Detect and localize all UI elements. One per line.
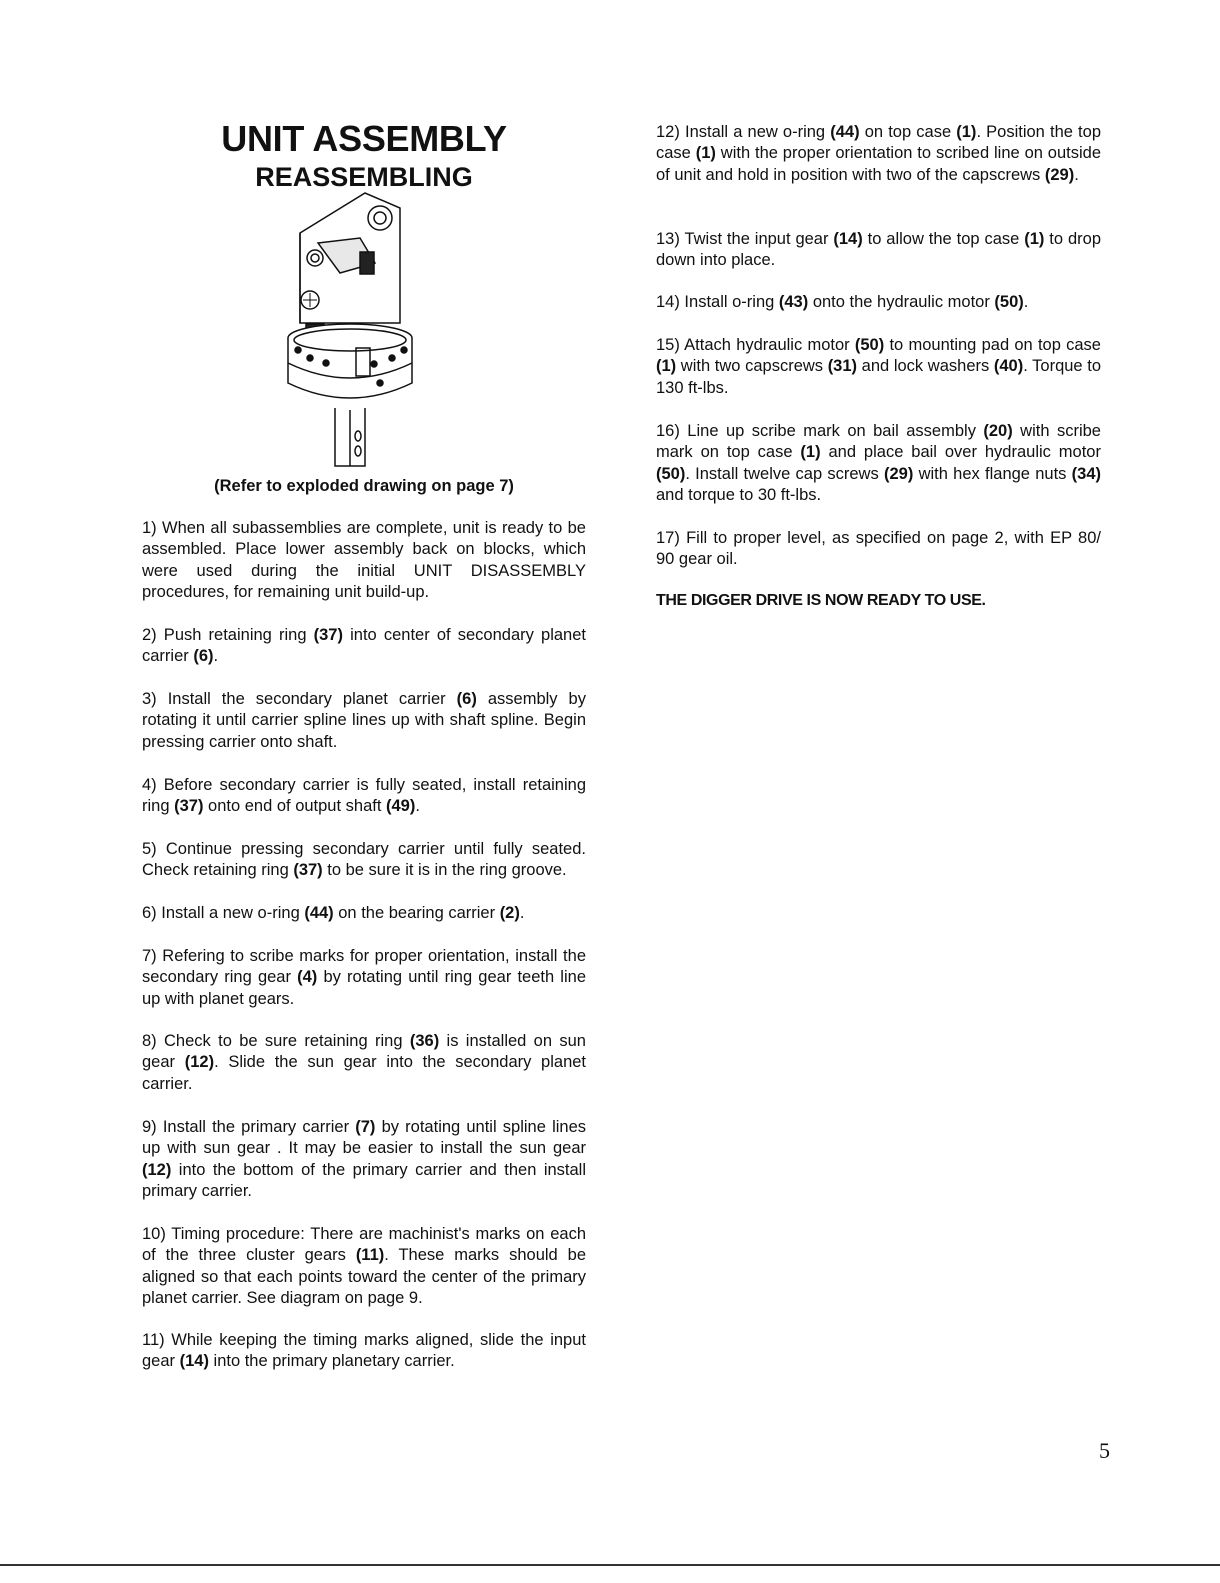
step-text: into the primary planetary carrier. [208, 1352, 455, 1371]
step-text: . [213, 647, 219, 666]
step-text: on top case [859, 123, 957, 141]
part-reference: (29) [883, 464, 914, 483]
part-reference: (37) [293, 861, 323, 880]
part-reference: (6) [456, 690, 477, 708]
step-14 [656, 292, 1101, 313]
part-reference: (1) [656, 357, 677, 376]
step-12 [656, 122, 1101, 186]
part-reference: (1) [1024, 230, 1045, 248]
step-9 [142, 1117, 586, 1203]
step-2 [142, 625, 586, 668]
step-text: 4) Before secondary carrier is fully seated, install retaining ring [142, 776, 586, 816]
final-note: THE DIGGER DRIVE IS NOW READY TO USE. [656, 592, 986, 609]
part-reference: (44) [830, 123, 860, 141]
part-reference: (37) [313, 626, 343, 644]
step-17 [656, 528, 1101, 571]
part-reference: (49) [386, 797, 416, 816]
step-text: 8) Check to be sure retaining ring [142, 1032, 410, 1050]
step-8 [142, 1031, 586, 1095]
step-text: . [415, 797, 420, 816]
step-7 [142, 946, 586, 1010]
step-13 [656, 229, 1101, 272]
part-reference: (1) [956, 123, 977, 141]
step-text: . Install twelve cap screws [685, 464, 884, 483]
part-reference: (7) [355, 1118, 376, 1136]
step-11 [142, 1330, 586, 1373]
step-text: with two capscrews [676, 357, 828, 376]
step-text: 11) While keeping the timing marks aligned, slide the input gear [142, 1331, 586, 1371]
part-reference: (1) [800, 443, 821, 462]
part-reference: (50) [994, 293, 1024, 311]
step-text: onto end of output shaft [203, 797, 387, 816]
step-5 [142, 839, 586, 882]
part-reference: (34) [1071, 464, 1101, 483]
part-reference: (11) [355, 1246, 385, 1265]
part-reference: (40) [993, 357, 1024, 376]
step-text: by rotating until ring gear teeth line up with planet gears. [142, 968, 586, 1008]
page-title: UNIT ASSEMBLY [221, 118, 507, 159]
step-text: 13) Twist the input gear [656, 230, 834, 248]
step-text: assembly by rotating it until carrier spline lines up with shaft spline. Begin pressing carrier onto shaft. [142, 690, 586, 751]
part-reference: (50) [854, 336, 885, 354]
step-text: . Position the top case [656, 123, 1101, 163]
digger-drive-illustration [270, 188, 430, 473]
step-text: onto the hydraulic motor [808, 293, 995, 311]
step-text: 9) Install the primary carrier [142, 1118, 356, 1136]
page-subtitle: REASSEMBLING [255, 162, 473, 192]
step-16 [656, 421, 1101, 507]
step-text: to allow the top case [862, 230, 1025, 248]
part-reference: (12) [184, 1053, 215, 1072]
step-text: 15) Attach hydraulic motor [656, 336, 855, 354]
page-number: 5 [1099, 1438, 1110, 1463]
step-text: . [519, 904, 525, 922]
step-1 [142, 518, 586, 604]
step-text: 16) Line up scribe mark on bail assembly [656, 422, 984, 440]
step-text: . Torque to 130 ft-lbs. [656, 357, 1102, 397]
step-text: 10) Timing procedure: There are machinist's marks on each of the three cluster gears [142, 1225, 586, 1265]
step-text: on the bearing carrier [333, 904, 500, 922]
step-text: to drop down into place. [656, 230, 1101, 270]
part-reference: (31) [827, 357, 858, 376]
bottom-rule [0, 1564, 1220, 1566]
step-text: with scribe mark on top case [656, 422, 1101, 462]
step-text: 5) Continue pressing secondary carrier until fully seated. Check retaining ring [142, 840, 586, 880]
part-reference: (37) [174, 797, 204, 816]
step-text: 12) Install a new o-ring [656, 123, 831, 141]
part-reference: (1) [695, 144, 716, 163]
part-reference: (36) [409, 1032, 440, 1050]
step-text: by rotating until spline lines up with sun gear . It may be easier to install the sun gear [142, 1118, 587, 1158]
step-text: . These marks should be aligned so that each points toward the center of the primary planet carrier. See diagram on page 9. [142, 1246, 586, 1308]
part-reference: (4) [297, 968, 318, 987]
step-10 [142, 1224, 586, 1310]
step-text: . [1023, 293, 1029, 311]
step-text: with hex flange nuts [913, 464, 1072, 483]
part-reference: (44) [304, 904, 334, 922]
step-text: into center of secondary planet carrier [142, 626, 586, 666]
step-text: 2) Push retaining ring [142, 626, 314, 644]
step-text: with the proper orientation to scribed line on outside of unit and hold in position with two of the capscrews [656, 144, 1102, 184]
part-reference: (14) [179, 1352, 209, 1371]
step-text: to mounting pad on top case [884, 336, 1101, 354]
figure-caption: (Refer to exploded drawing on page 7) [214, 477, 514, 495]
step-6 [142, 903, 586, 924]
step-text: 7) Refering to scribe marks for proper orientation, install the secondary ring gear [142, 947, 586, 987]
part-reference: (50) [656, 464, 686, 483]
step-text: and lock washers [857, 357, 994, 376]
part-reference: (29) [1044, 165, 1075, 184]
part-reference: (20) [983, 422, 1013, 440]
part-reference: (14) [833, 230, 863, 248]
step-text: 1) When all subassemblies are complete, unit is ready to be assembled. Place lower assembly back on blocks, which were used during the initial UNIT DISASSEMBLY procedures, for remaining unit build-up. [142, 519, 586, 602]
part-reference: (2) [499, 904, 520, 922]
step-text: 3) Install the secondary planet carrier [142, 690, 457, 708]
step-text: 6) Install a new o-ring [142, 904, 305, 922]
step-text: to be sure it is in the ring groove. [322, 861, 567, 880]
step-text: and place bail over hydraulic motor [820, 443, 1101, 462]
step-text: is installed on sun gear [142, 1032, 586, 1072]
part-reference: (12) [142, 1160, 172, 1179]
step-3 [142, 689, 586, 753]
step-4 [142, 775, 586, 818]
step-text: . Slide the sun gear into the secondary planet carrier. [142, 1053, 587, 1093]
step-text: into the bottom of the primary carrier and then install primary carrier. [142, 1160, 586, 1201]
step-text: . [1074, 165, 1079, 184]
part-reference: (43) [778, 293, 809, 311]
step-text: and torque to 30 ft-lbs. [656, 486, 822, 505]
step-text: 17) Fill to proper level, as specified on page 2, with EP 80/ 90 gear oil. [656, 529, 1101, 569]
step-text: 14) Install o-ring [656, 293, 779, 311]
step-15 [656, 335, 1101, 399]
part-reference: (6) [193, 647, 214, 666]
